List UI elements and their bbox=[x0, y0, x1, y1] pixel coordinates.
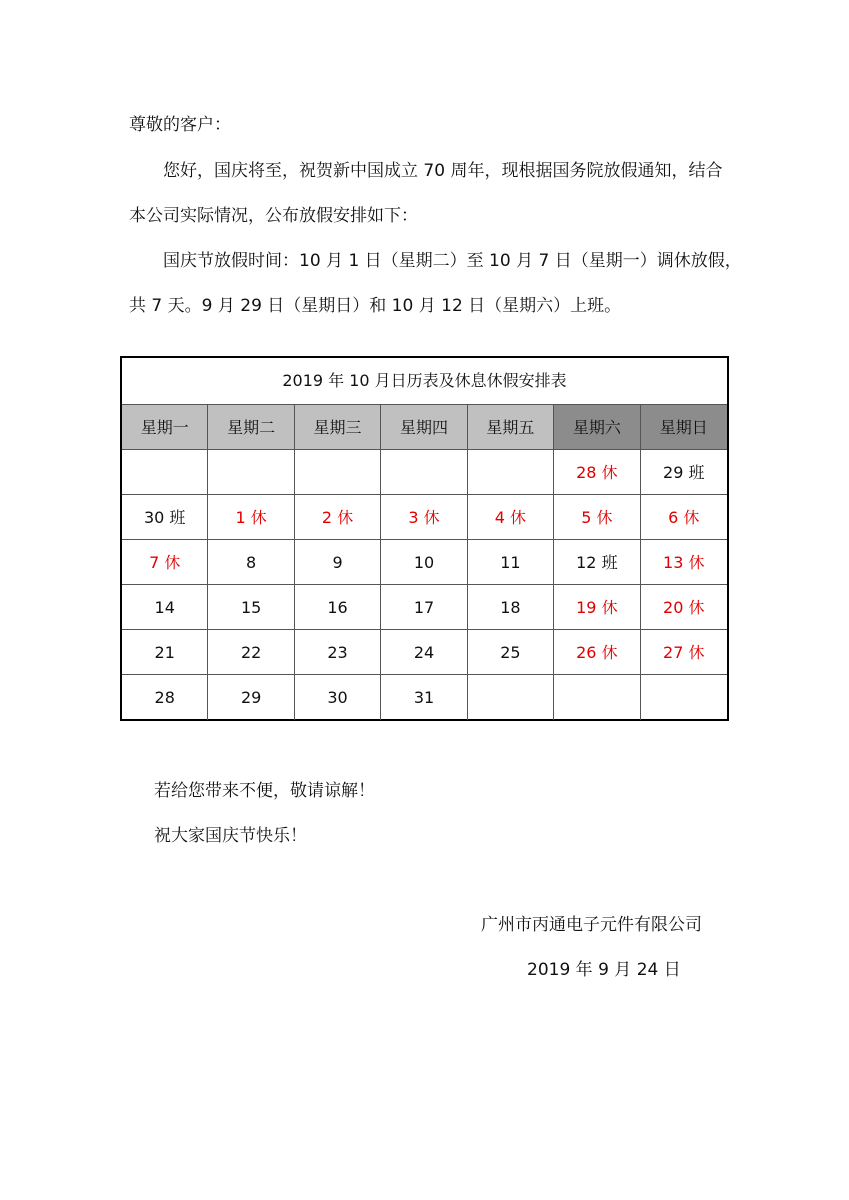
calendar-day-cell: 23 bbox=[295, 630, 381, 675]
calendar-day-cell: 8 bbox=[208, 540, 294, 585]
calendar-grid bbox=[122, 405, 727, 720]
wishes-text: 祝大家国庆节快乐！ bbox=[154, 826, 307, 846]
calendar-empty-cell bbox=[468, 675, 554, 720]
apology-text: 若给您带来不便，敬请谅解！ bbox=[154, 781, 375, 801]
calendar-day-cell: 18 bbox=[468, 585, 554, 630]
calendar-day-cell: 16 bbox=[295, 585, 381, 630]
calendar-day-cell: 15 bbox=[208, 585, 294, 630]
calendar-day-cell: 30 班 bbox=[122, 495, 208, 540]
calendar-day-cell: 31 bbox=[381, 675, 467, 720]
weekday-header: 星期一 bbox=[122, 405, 208, 450]
calendar-day-cell: 25 bbox=[468, 630, 554, 675]
calendar-day-cell: 2 休 bbox=[295, 495, 381, 540]
calendar-day-cell: 21 bbox=[122, 630, 208, 675]
calendar-empty-cell bbox=[122, 450, 208, 495]
calendar-day-cell: 12 班 bbox=[554, 540, 640, 585]
calendar-day-cell: 13 休 bbox=[641, 540, 727, 585]
intro-line-2: 本公司实际情况，公布放假安排如下： bbox=[129, 206, 418, 226]
weekday-header: 星期三 bbox=[295, 405, 381, 450]
calendar-day-cell: 4 休 bbox=[468, 495, 554, 540]
calendar-day-cell: 7 休 bbox=[122, 540, 208, 585]
intro-line-1: 您好，国庆将至，祝贺新中国成立 70 周年，现根据国务院放假通知，结合 bbox=[163, 161, 723, 181]
weekday-header: 星期五 bbox=[468, 405, 554, 450]
holiday-calendar-table bbox=[120, 356, 729, 721]
weekday-header: 星期六 bbox=[554, 405, 640, 450]
greeting: 尊敬的客户： bbox=[129, 115, 231, 135]
calendar-empty-cell bbox=[468, 450, 554, 495]
calendar-day-cell: 29 bbox=[208, 675, 294, 720]
weekday-header: 星期日 bbox=[641, 405, 727, 450]
holiday-line-2: 共 7 天。9 月 29 日（星期日）和 10 月 12 日（星期六）上班。 bbox=[129, 296, 622, 316]
calendar-empty-cell bbox=[295, 450, 381, 495]
calendar-day-cell: 19 休 bbox=[554, 585, 640, 630]
calendar-title: 2019 年 10 月日历表及休息休假安排表 bbox=[122, 358, 727, 405]
calendar-day-cell: 5 休 bbox=[554, 495, 640, 540]
calendar-day-cell: 20 休 bbox=[641, 585, 727, 630]
calendar-day-cell: 17 bbox=[381, 585, 467, 630]
calendar-day-cell: 3 休 bbox=[381, 495, 467, 540]
calendar-day-cell: 28 休 bbox=[554, 450, 640, 495]
calendar-day-cell: 6 休 bbox=[641, 495, 727, 540]
calendar-day-cell: 10 bbox=[381, 540, 467, 585]
calendar-day-cell: 27 休 bbox=[641, 630, 727, 675]
calendar-empty-cell bbox=[381, 450, 467, 495]
calendar-day-cell: 1 休 bbox=[208, 495, 294, 540]
calendar-day-cell: 22 bbox=[208, 630, 294, 675]
weekday-header: 星期二 bbox=[208, 405, 294, 450]
calendar-day-cell: 30 bbox=[295, 675, 381, 720]
calendar-day-cell: 24 bbox=[381, 630, 467, 675]
calendar-day-cell: 11 bbox=[468, 540, 554, 585]
calendar-empty-cell bbox=[641, 675, 727, 720]
calendar-day-cell: 29 班 bbox=[641, 450, 727, 495]
calendar-empty-cell bbox=[208, 450, 294, 495]
calendar-empty-cell bbox=[554, 675, 640, 720]
calendar-day-cell: 28 bbox=[122, 675, 208, 720]
calendar-day-cell: 9 bbox=[295, 540, 381, 585]
holiday-line-1: 国庆节放假时间：10 月 1 日（星期二）至 10 月 7 日（星期一）调休放假， bbox=[163, 251, 742, 271]
company-name: 广州市丙通电子元件有限公司 bbox=[481, 915, 702, 935]
weekday-header: 星期四 bbox=[381, 405, 467, 450]
letter-date: 2019 年 9 月 24 日 bbox=[527, 960, 681, 980]
calendar-day-cell: 14 bbox=[122, 585, 208, 630]
calendar-day-cell: 26 休 bbox=[554, 630, 640, 675]
